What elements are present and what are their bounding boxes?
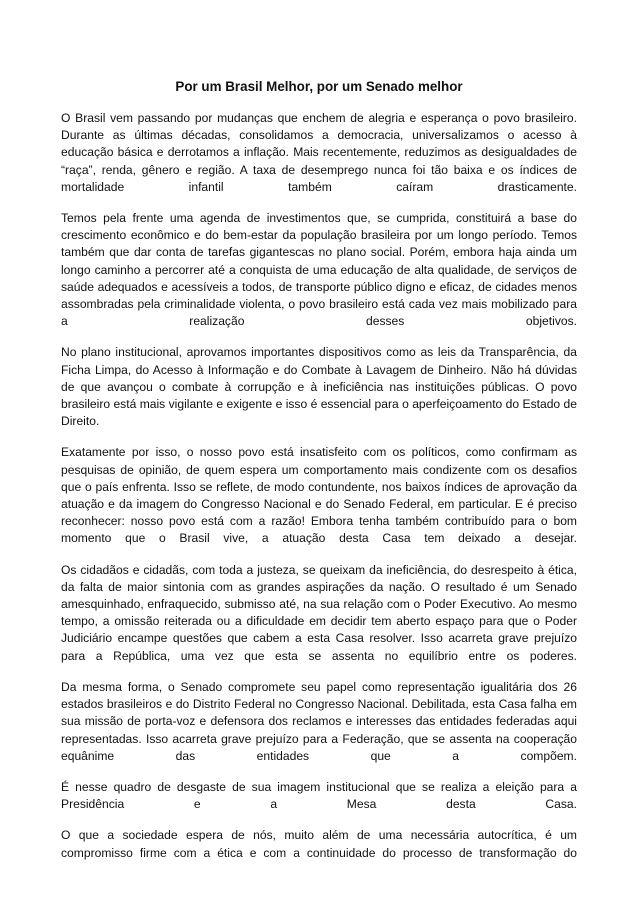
paragraph-7: É nesse quadro de desgaste de sua imagem institucional que se realiza a eleição para a Presidência e a Mesa desta Casa. — [61, 779, 577, 812]
paragraph-3: No plano institucional, aprovamos importantes dispositivos como as leis da Transparência, da Ficha Limpa, do Acesso à Informação e do Combate à Lavagem de Dinheiro. Não há dúvidas de que avançou o combate à corrupção e à ineficiência nas instituições públicas. O povo brasileiro está mais vigilante e exigente e isso é essencial para o aperfeiçoamento do Estado de Direito. — [61, 345, 577, 429]
paragraph-2: Temos pela frente uma agenda de investimentos que, se cumprida, constituirá a base do crescimento econômico e do bem-estar da população brasileira por um longo período. Temos também que dar conta de tarefas gigantescas no plano social. Porém, embora haja ainda um longo caminho a percorrer até a conquista de uma educação de alta qualidade, de serviços de saúde adequados e acessíveis a todos, de transporte público digno e eficaz, de cidades menos assombradas pela criminalidade violenta, o povo brasileiro está cada vez mais mobilizado para a realização desses objetivos. — [61, 211, 577, 329]
paragraph-1: O Brasil vem passando por mudanças que enchem de alegria e esperança o povo brasileiro. Durante as últimas décadas, consolidamos a democracia, universalizamos o acesso à educação básica e derrotamos a inflação. Mais recentemente, reduzimos as desigualdades de “raça”, renda, gênero e região. A taxa de desemprego nunca foi tão baixa e os índices de mortalidade infantil também caíram drasticamente. — [61, 111, 577, 194]
paragraph-6: Da mesma forma, o Senado compromete seu papel como representação igualitária dos 26 estados brasileiros e do Distrito Federal no Congresso Nacional. Debilitada, esta Casa falha em sua missão de porta-voz e defensora dos reclamos e interesses das entidades federadas aqui representadas. Isso acarreta grave prejuízo para a Federação, que se assenta na cooperação equânime das entidades que a compõem. — [61, 679, 577, 763]
paragraph-4: Exatamente por isso, o nosso povo está insatisfeito com os políticos, como confirmam as pesquisas de opinião, de quem espera um comportamento mais condizente com os desafios que o país enfrenta. Isso se reflete, de modo contundente, nos baixos índices de aprovação da atuação e da imagem do Congresso Nacional e do Senado Federal, em particular. E é preciso reconhecer: nosso povo está com a razão! Embora tenha também contribuído para o bom momento que o Brasil vive, a atuação desta Casa tem deixado a desejar. — [61, 445, 577, 546]
paragraph-8: O que a sociedade espera de nós, muito além de uma necessária autocrítica, é um compromisso firme com a ética e com a continuidade do processo de transformação do — [61, 828, 577, 860]
document-title: Por um Brasil Melhor, por um Senado melhor — [175, 79, 463, 94]
paragraph-5: Os cidadãos e cidadãs, com toda a justeza, se queixam da ineficiência, do desrespeito à ética, da falta de maior sintonia com as grandes aspirações da nação. O resultado é um Senado amesquinhado, enfraquecido, submisso até, na sua relação com o Poder Executivo. Ao mesmo tempo, a omissão reiterada ou a dificuldade em decidir tem aberto espaço para que o Poder Judiciário encampe questões que cabem a esta Casa resolver. Isso acarreta grave prejuízo para a República, uma vez que esta se assenta no equilíbrio entre os poderes. — [61, 562, 577, 663]
